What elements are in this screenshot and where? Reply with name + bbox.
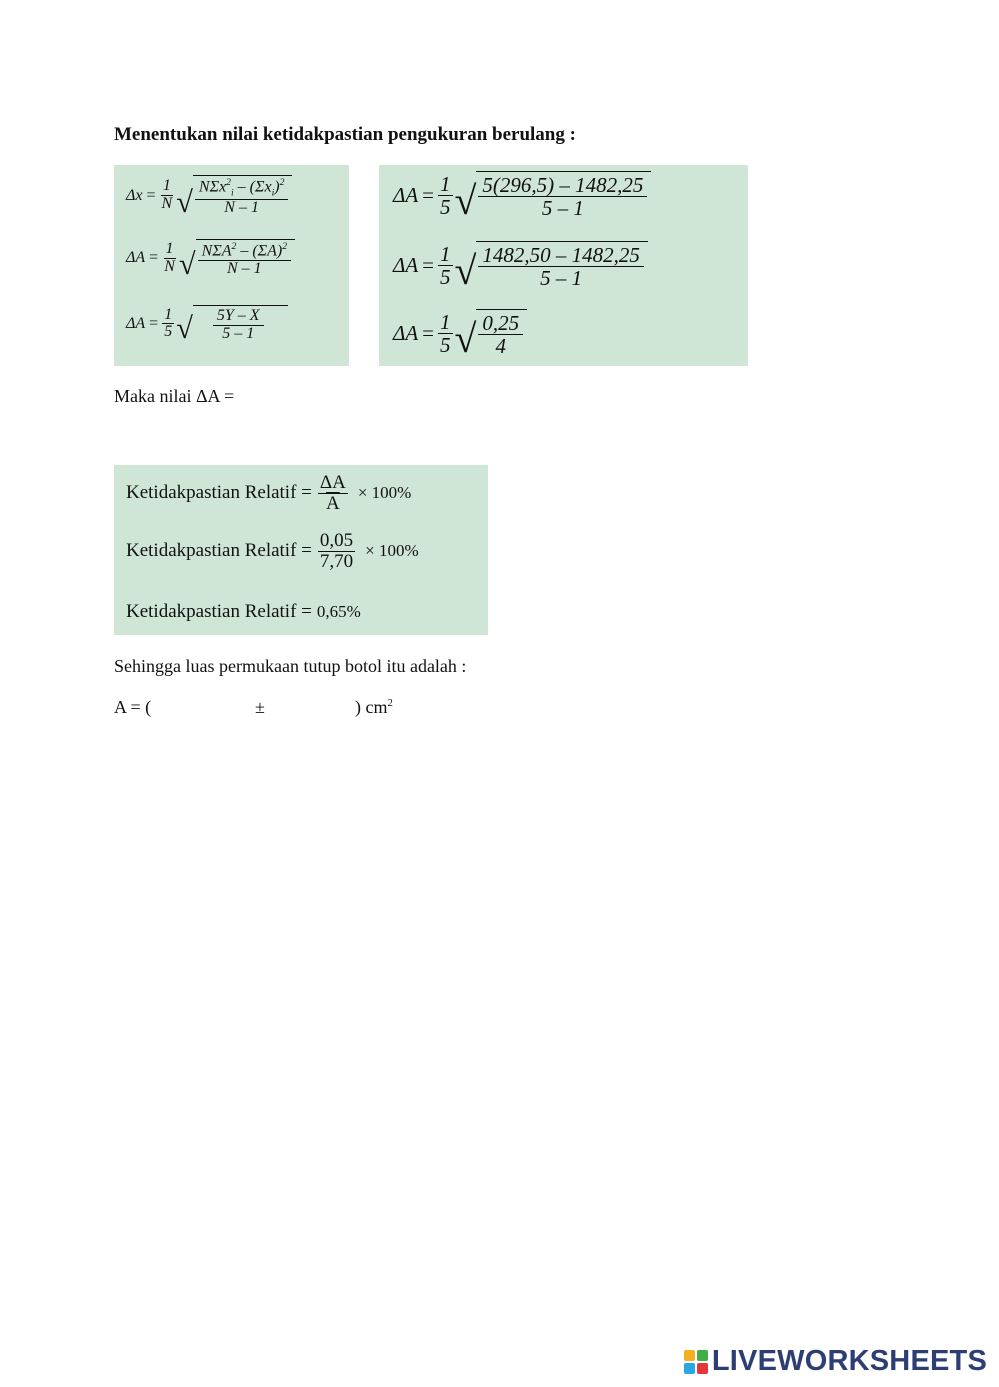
relative-fraction: $\frac{\Delta A}{A}$ — [319, 472, 346, 514]
coefficient: $\frac{1}{N}$ — [164, 240, 175, 275]
square-root: √ $\frac{5(296,5) - 1482,25}{5 - 1}$ — [455, 171, 652, 219]
formula-lhs: ΔA — [393, 182, 419, 207]
relative-label: Ketidakpastian Relatif = — [126, 601, 312, 622]
plus-minus-sign: ± — [255, 697, 265, 717]
relative-label: Ketidakpastian Relatif = — [126, 482, 312, 504]
relative-row-2: Ketidakpastian Relatif = $\frac{0,05}{7,70}$ × 100% — [126, 530, 419, 572]
coefficient: $\frac{1}{5}$ — [440, 309, 451, 357]
formula-lhs: ΔA — [126, 249, 146, 267]
formula-lhs: Δx — [126, 186, 143, 204]
formula-box-general — [114, 165, 349, 366]
logo-squares-icon — [684, 1350, 708, 1374]
answer-unit: ) $cm^2$ — [355, 697, 393, 717]
square-root: √ $\frac{5Y - X}{5 - 1}$ — [176, 305, 287, 343]
formula-lhs: ΔA — [393, 320, 419, 345]
relative-row-1: Ketidakpastian Relatif = $\frac{\Delta A}{A}$ × 100% — [126, 472, 412, 514]
square-root: √ $\frac{1482,50 - 1482,25}{5 - 1}$ — [455, 241, 648, 289]
formula-row-da: ΔA = $\frac{1}{N}$ √ $\frac{N\Sigma A^2 - (\Sigma A)^2}{N - 1}$ — [126, 239, 295, 278]
relative-fraction: $\frac{0,05}{7,70}$ — [319, 530, 354, 572]
formula-lhs: ΔA — [393, 252, 419, 277]
coefficient: $\frac{1}{5}$ — [440, 241, 451, 289]
relative-label: Ketidakpastian Relatif = — [126, 540, 312, 562]
answer-prefix: A = ( — [114, 697, 152, 717]
coefficient: $\frac{1}{5}$ — [164, 305, 173, 341]
coefficient: $\frac{1}{5}$ — [440, 171, 451, 219]
sehingga-text: Sehingga luas permukaan tutup botol itu adalah : — [114, 656, 467, 676]
square-root: √ $\frac{0,25}{4}$ — [455, 309, 528, 357]
formula-row-2: ΔA = $\frac{1}{5}$ √ $\frac{1482,50 - 1482,25}{5 - 1}$ — [393, 241, 648, 289]
logo-text: LIVEWORKSHEETS — [711, 1345, 987, 1377]
relative-result: 0,65% — [316, 602, 361, 621]
liveworksheets-logo — [684, 1345, 987, 1378]
relative-uncertainty-box — [114, 465, 488, 635]
formula-row-3: ΔA = $\frac{1}{5}$ √ $\frac{0,25}{4}$ — [393, 309, 527, 357]
relative-row-3 — [126, 601, 361, 623]
square-root: √ $\frac{N\Sigma x^2_i - (\Sigma x_i)^2}{N - 1}$ — [176, 175, 292, 216]
formula-box-substituted — [379, 165, 748, 366]
formula-row-1: ΔA = $\frac{1}{5}$ √ $\frac{5(296,5) - 1482,25}{5 - 1}$ — [393, 171, 651, 219]
formula-row-da-numeric: ΔA = $\frac{1}{5}$ √ $\frac{5Y - X}{5 - 1}$ — [126, 305, 288, 343]
formula-row-dx: Δx = $\frac{1}{N}$ √ $\frac{N\Sigma x^2_i - (\Sigma x_i)^2}{N - 1}$ — [126, 175, 292, 216]
coefficient: $\frac{1}{N}$ — [161, 177, 173, 213]
maka-nilai-label: Maka nilai ΔA = — [114, 386, 235, 406]
square-root: √ $\frac{N\Sigma A^2 - (\Sigma A)^2}{N - 1}$ — [179, 239, 295, 278]
heading: Menentukan nilai ketidakpastian pengukuran berulang : — [114, 124, 576, 145]
formula-lhs: ΔA — [126, 314, 146, 332]
